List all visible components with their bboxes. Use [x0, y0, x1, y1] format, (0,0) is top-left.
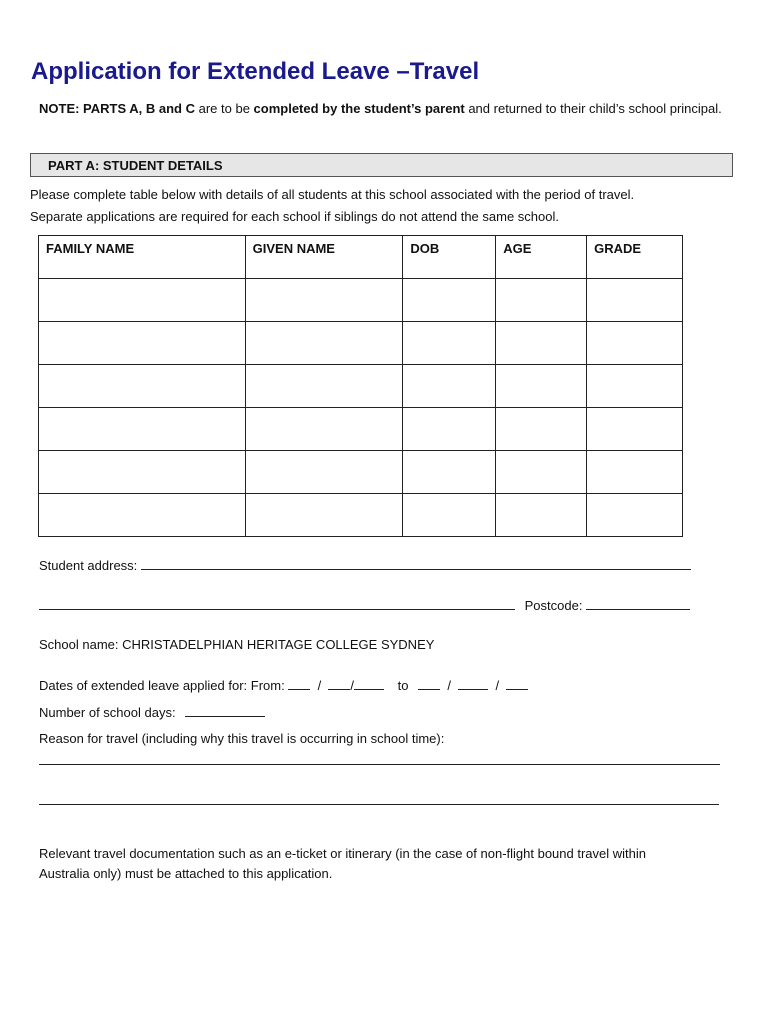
given-name-cell[interactable]: [245, 494, 403, 537]
part-a-header: [30, 153, 733, 177]
table-row: [39, 494, 683, 537]
from-year-field[interactable]: [354, 677, 384, 690]
from-day-field[interactable]: [288, 677, 310, 690]
given-name-cell[interactable]: [245, 322, 403, 365]
grade-cell[interactable]: [587, 451, 683, 494]
dob-cell[interactable]: [403, 494, 496, 537]
date-separator-icon: /: [443, 678, 455, 693]
family-name-cell[interactable]: [39, 408, 246, 451]
note-text-1: are to be: [195, 101, 254, 116]
header-grade: GRADE: [587, 236, 683, 279]
school-days-label: Number of school days:: [39, 705, 176, 720]
to-day-field[interactable]: [418, 677, 440, 690]
age-cell[interactable]: [496, 494, 587, 537]
postcode-label: Postcode:: [524, 598, 583, 613]
note-bold-parent: completed by the student’s parent: [253, 101, 465, 116]
date-separator-icon: /: [491, 678, 503, 693]
note-text-2: and returned to their child’s school principal.: [464, 101, 722, 116]
age-cell[interactable]: [496, 322, 587, 365]
student-details-table: [38, 235, 683, 537]
reason-field-1[interactable]: [39, 752, 720, 765]
grade-cell[interactable]: [587, 408, 683, 451]
given-name-cell[interactable]: [245, 408, 403, 451]
dob-cell[interactable]: [403, 322, 496, 365]
reason-label: Reason for travel (including why this travel is occurring in school time):: [39, 731, 445, 746]
student-address-field-2[interactable]: [39, 597, 515, 610]
footer-line-1: Relevant travel documentation such as an e-ticket or itinerary (in the case of non-flight bound travel within: [39, 846, 646, 861]
grade-cell[interactable]: [587, 279, 683, 322]
to-year-field[interactable]: [506, 677, 528, 690]
address-postcode-line: [39, 597, 690, 613]
instructions-line-2: Separate applications are required for each school if siblings do not attend the same school.: [30, 209, 559, 224]
grade-cell[interactable]: [587, 494, 683, 537]
student-address-label: Student address:: [39, 558, 138, 573]
dates-line: [39, 677, 528, 693]
footer-line-2: Australia only) must be attached to this application.: [39, 866, 333, 881]
dob-cell[interactable]: [403, 451, 496, 494]
given-name-cell[interactable]: [245, 451, 403, 494]
student-address-field[interactable]: [141, 557, 691, 570]
dates-label: Dates of extended leave applied for: From:: [39, 678, 285, 693]
date-separator-icon: /: [313, 678, 325, 693]
school-name: School name: CHRISTADELPHIAN HERITAGE COLLEGE SYDNEY: [39, 637, 435, 652]
header-given-name: GIVEN NAME: [245, 236, 403, 279]
from-month-field[interactable]: [328, 677, 350, 690]
to-label: to: [397, 678, 409, 693]
table-row: [39, 365, 683, 408]
table-row: [39, 451, 683, 494]
student-address-line: [39, 557, 691, 573]
age-cell[interactable]: [496, 279, 587, 322]
given-name-cell[interactable]: [245, 279, 403, 322]
header-age: AGE: [496, 236, 587, 279]
reason-line-2: [39, 792, 719, 808]
family-name-cell[interactable]: [39, 322, 246, 365]
family-name-cell[interactable]: [39, 451, 246, 494]
given-name-cell[interactable]: [245, 365, 403, 408]
postcode-field[interactable]: [586, 597, 690, 610]
table-row: [39, 279, 683, 322]
grade-cell[interactable]: [587, 365, 683, 408]
dob-cell[interactable]: [403, 365, 496, 408]
reason-line-1: [39, 752, 720, 768]
age-cell[interactable]: [496, 451, 587, 494]
table-row: [39, 408, 683, 451]
date-separator-icon: /: [350, 678, 355, 693]
dob-cell[interactable]: [403, 279, 496, 322]
family-name-cell[interactable]: [39, 365, 246, 408]
family-name-cell[interactable]: [39, 494, 246, 537]
note-bold-parts: NOTE: PARTS A, B and C: [39, 101, 195, 116]
header-dob: DOB: [403, 236, 496, 279]
grade-cell[interactable]: [587, 322, 683, 365]
table-header-row: [39, 236, 683, 279]
part-a-heading: PART A: STUDENT DETAILS: [48, 158, 223, 173]
reason-field-2[interactable]: [39, 792, 719, 805]
dob-cell[interactable]: [403, 408, 496, 451]
to-month-field[interactable]: [458, 677, 488, 690]
page-title: Application for Extended Leave –Travel: [31, 58, 480, 85]
table-row: [39, 322, 683, 365]
instructions-line-1: Please complete table below with details of all students at this school associated with the period of travel.: [30, 187, 635, 202]
age-cell[interactable]: [496, 408, 587, 451]
note-paragraph: [39, 99, 739, 119]
school-days-line: [39, 704, 265, 720]
school-days-field[interactable]: [185, 704, 265, 717]
age-cell[interactable]: [496, 365, 587, 408]
family-name-cell[interactable]: [39, 279, 246, 322]
header-family-name: FAMILY NAME: [39, 236, 246, 279]
